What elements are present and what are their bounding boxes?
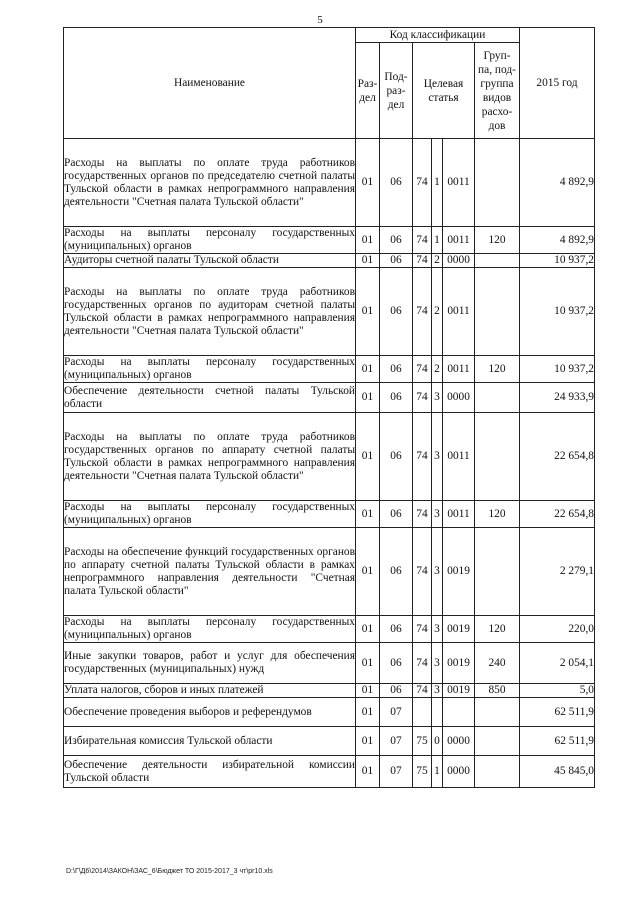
header-gruppa: Груп- па, под- группа видов расхо- дов xyxy=(475,43,520,139)
table-row xyxy=(64,139,595,227)
row-name: Расходы на выплаты персоналу государственных (муниципальных) органов xyxy=(64,227,355,252)
row-cs-program: 74 xyxy=(413,383,432,413)
row-vid-rashodov xyxy=(475,254,520,268)
row-sum: 10 937,2 xyxy=(520,254,595,268)
row-razdel: 01 xyxy=(356,616,380,643)
row-cs-program xyxy=(413,698,432,727)
row-cs-code: 0011 xyxy=(443,413,475,501)
row-cs-code: 0011 xyxy=(443,227,475,254)
row-sum: 2 054,1 xyxy=(520,643,595,684)
row-cs-program: 74 xyxy=(413,413,432,501)
row-cs-program: 75 xyxy=(413,727,432,756)
table-row xyxy=(64,227,595,254)
row-cs-code: 0000 xyxy=(443,756,475,788)
table-body xyxy=(64,139,595,788)
row-sum: 2 279,1 xyxy=(520,528,595,616)
row-podrazdel: 06 xyxy=(380,227,413,254)
row-sum: 22 654,8 xyxy=(520,501,595,528)
row-cs-code: 0019 xyxy=(443,643,475,684)
row-cs-sub: 1 xyxy=(432,139,443,227)
row-razdel: 01 xyxy=(356,227,380,254)
row-sum: 22 654,8 xyxy=(520,413,595,501)
row-podrazdel: 06 xyxy=(380,139,413,227)
table-row xyxy=(64,727,595,756)
row-razdel: 01 xyxy=(356,698,380,727)
row-podrazdel: 07 xyxy=(380,727,413,756)
header-celevaya: Целевая статья xyxy=(413,43,475,139)
row-sum: 5,0 xyxy=(520,684,595,698)
row-cs-sub: 3 xyxy=(432,383,443,413)
row-name: Расходы на выплаты по оплате труда работников государственных органов по аппарату счетной палаты Тульской области в рамках непрограммного направления деятельности "Счетная палата Тульской области" xyxy=(64,413,356,501)
row-cs-program: 74 xyxy=(413,684,432,698)
header-code: Код классификации xyxy=(356,28,520,43)
row-cs-sub: 0 xyxy=(432,727,443,756)
row-razdel: 01 xyxy=(356,139,380,227)
row-cs-program: 75 xyxy=(413,756,432,788)
row-name: Обеспечение деятельности счетной палаты Тульской области xyxy=(64,383,356,413)
row-vid-rashodov xyxy=(475,268,520,356)
row-name: Расходы на обеспечение функций государственных органов по аппарату счетной палаты Тульской области в рамках непрограммного направления деятельности "Счетная палата Тульской области" xyxy=(64,528,356,616)
row-podrazdel: 06 xyxy=(380,643,413,684)
file-path-footer: D:\Г\Д6\2014\ЗАКОН\ЗАС_6\Бюджет ТО 2015-2017_3 чт\pr10.xls xyxy=(66,868,273,875)
row-cs-code: 0000 xyxy=(443,727,475,756)
row-cs-code: 0011 xyxy=(443,139,475,227)
row-sum: 10 937,2 xyxy=(520,268,595,356)
row-razdel: 01 xyxy=(356,684,380,698)
row-razdel: 01 xyxy=(356,528,380,616)
row-sum: 10 937,2 xyxy=(520,356,595,383)
header-razdel: Раз- дел xyxy=(356,43,380,139)
row-podrazdel: 07 xyxy=(380,756,413,788)
row-cs-sub: 3 xyxy=(432,501,443,528)
budget-table xyxy=(63,27,595,788)
row-vid-rashodov: 120 xyxy=(475,356,520,383)
row-sum: 4 892,9 xyxy=(520,227,595,254)
header-year: 2015 год xyxy=(520,28,595,139)
row-razdel: 01 xyxy=(356,413,380,501)
row-vid-rashodov xyxy=(475,756,520,788)
row-name: Обеспечение проведения выборов и референдумов xyxy=(64,698,356,727)
table-row xyxy=(64,254,595,268)
row-cs-sub: 1 xyxy=(432,227,443,254)
table-row xyxy=(64,501,595,528)
row-cs-program: 74 xyxy=(413,643,432,684)
row-podrazdel: 06 xyxy=(380,501,413,528)
row-razdel: 01 xyxy=(356,268,380,356)
row-sum: 62 511,9 xyxy=(520,727,595,756)
row-cs-code: 0000 xyxy=(443,254,475,268)
row-razdel: 01 xyxy=(356,501,380,528)
table-row xyxy=(64,413,595,501)
row-podrazdel: 06 xyxy=(380,684,413,698)
row-razdel: 01 xyxy=(356,643,380,684)
row-razdel: 01 xyxy=(356,756,380,788)
table-row xyxy=(64,684,595,698)
row-sum: 45 845,0 xyxy=(520,756,595,788)
page-number: 5 xyxy=(317,14,323,26)
row-sum: 62 511,9 xyxy=(520,698,595,727)
header-name: Наименование xyxy=(64,28,356,139)
row-cs-code: 0000 xyxy=(443,383,475,413)
row-podrazdel: 06 xyxy=(380,268,413,356)
row-cs-sub: 3 xyxy=(432,684,443,698)
table-row xyxy=(64,643,595,684)
row-razdel: 01 xyxy=(356,254,380,268)
row-cs-sub xyxy=(432,698,443,727)
row-vid-rashodov xyxy=(475,383,520,413)
row-vid-rashodov: 120 xyxy=(475,501,520,528)
table-row xyxy=(64,616,595,643)
row-vid-rashodov: 240 xyxy=(475,643,520,684)
row-sum: 4 892,9 xyxy=(520,139,595,227)
row-cs-code: 0011 xyxy=(443,356,475,383)
row-cs-program: 74 xyxy=(413,227,432,254)
header-podrazdel: Под- раз- дел xyxy=(380,43,413,139)
row-name: Иные закупки товаров, работ и услуг для обеспечения государственных (муниципальных) нужд xyxy=(64,643,356,684)
row-cs-sub: 1 xyxy=(432,756,443,788)
row-cs-code: 0019 xyxy=(443,684,475,698)
row-podrazdel: 06 xyxy=(380,383,413,413)
row-podrazdel: 07 xyxy=(380,698,413,727)
row-cs-sub: 2 xyxy=(432,254,443,268)
row-sum: 220,0 xyxy=(520,616,595,643)
row-name: Аудиторы счетной палаты Тульской области xyxy=(64,254,356,268)
row-razdel: 01 xyxy=(356,383,380,413)
table-row xyxy=(64,383,595,413)
row-cs-sub: 2 xyxy=(432,268,443,356)
row-cs-program: 74 xyxy=(413,254,432,268)
row-cs-sub: 3 xyxy=(432,616,443,643)
row-cs-sub: 3 xyxy=(432,528,443,616)
row-cs-sub: 3 xyxy=(432,643,443,684)
row-vid-rashodov: 120 xyxy=(475,616,520,643)
row-name: Расходы на выплаты персоналу государственных (муниципальных) органов xyxy=(64,356,355,381)
row-cs-program: 74 xyxy=(413,356,432,383)
row-name: Обеспечение деятельности избирательной комиссии Тульской области xyxy=(64,756,356,788)
row-podrazdel: 06 xyxy=(380,528,413,616)
table-row xyxy=(64,528,595,616)
row-podrazdel: 06 xyxy=(380,413,413,501)
row-cs-program: 74 xyxy=(413,501,432,528)
row-name: Уплата налогов, сборов и иных платежей xyxy=(64,684,356,698)
row-name: Расходы на выплаты по оплате труда работников государственных органов по аудиторам счетной палаты Тульской области в рамках непрограммного направления деятельности "Счетная палата Тульской области" xyxy=(64,268,356,356)
row-cs-code: 0019 xyxy=(443,528,475,616)
row-cs-program: 74 xyxy=(413,139,432,227)
row-podrazdel: 06 xyxy=(380,254,413,268)
row-name: Расходы на выплаты персоналу государственных (муниципальных) органов xyxy=(64,616,355,641)
row-cs-code: 0019 xyxy=(443,616,475,643)
row-sum: 24 933,9 xyxy=(520,383,595,413)
row-cs-sub: 2 xyxy=(432,356,443,383)
row-cs-program: 74 xyxy=(413,616,432,643)
row-cs-code xyxy=(443,698,475,727)
table-row xyxy=(64,356,595,383)
row-cs-sub: 3 xyxy=(432,413,443,501)
row-vid-rashodov xyxy=(475,727,520,756)
row-vid-rashodov xyxy=(475,413,520,501)
row-name: Избирательная комиссия Тульской области xyxy=(64,727,356,756)
row-vid-rashodov xyxy=(475,139,520,227)
row-name: Расходы на выплаты по оплате труда работников государственных органов по председателю счетной палаты Тульской области в рамках непрограммного направления деятельности "Счетная палата Тульской области" xyxy=(64,139,356,227)
row-razdel: 01 xyxy=(356,727,380,756)
row-cs-code: 0011 xyxy=(443,268,475,356)
row-cs-code: 0011 xyxy=(443,501,475,528)
row-podrazdel: 06 xyxy=(380,616,413,643)
row-vid-rashodov: 850 xyxy=(475,684,520,698)
table-row xyxy=(64,268,595,356)
table-row xyxy=(64,756,595,788)
row-name: Расходы на выплаты персоналу государственных (муниципальных) органов xyxy=(64,501,355,526)
row-vid-rashodov xyxy=(475,698,520,727)
row-razdel: 01 xyxy=(356,356,380,383)
row-vid-rashodov: 120 xyxy=(475,227,520,254)
row-cs-program: 74 xyxy=(413,268,432,356)
row-podrazdel: 06 xyxy=(380,356,413,383)
table-row xyxy=(64,698,595,727)
row-cs-program: 74 xyxy=(413,528,432,616)
row-vid-rashodov xyxy=(475,528,520,616)
